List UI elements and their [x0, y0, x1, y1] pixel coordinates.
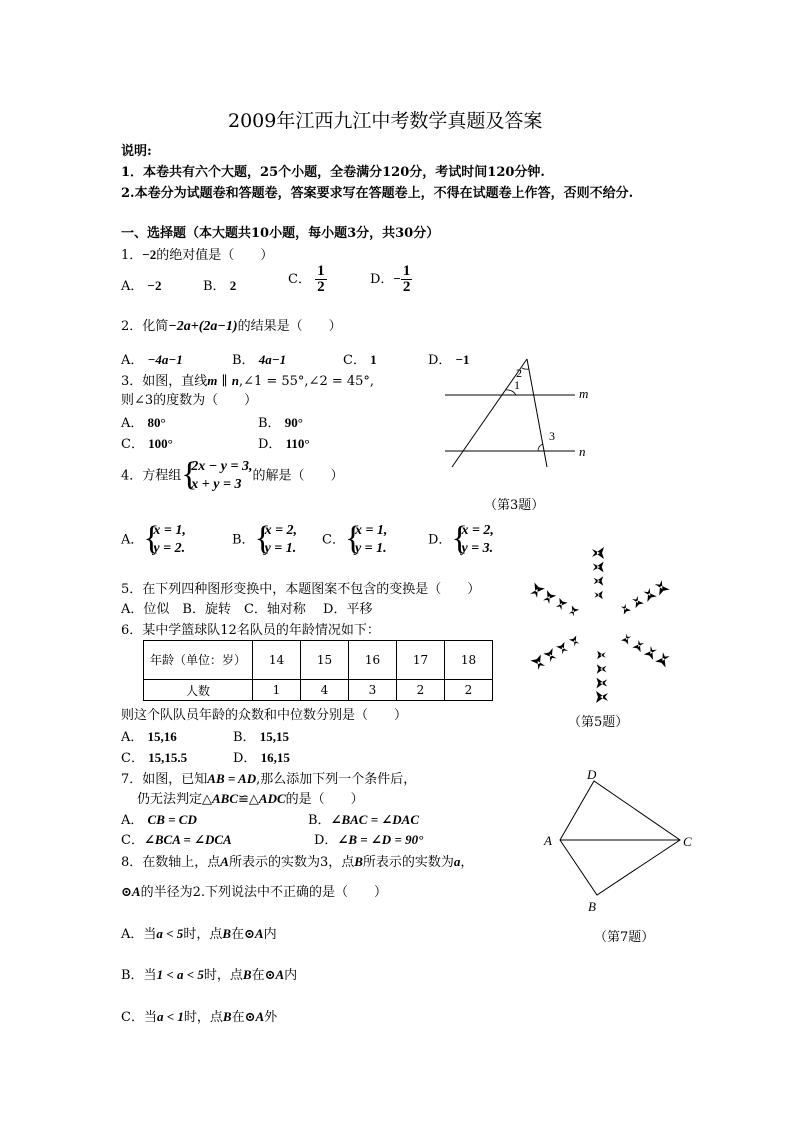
q3-option-d: D． 110°	[258, 436, 310, 452]
fraction-half: $\frac{1}{2}$	[317, 263, 325, 295]
q1-stem: 1．−2的绝对值是（ ）	[121, 247, 274, 263]
notes-label: 说明:	[121, 144, 152, 159]
q8-option-a: A．当a < 5时，点B在⊙A内	[121, 926, 277, 942]
q1-option-b: B． 2	[203, 278, 237, 294]
angle-2-arc	[522, 368, 529, 369]
q3-option-a: A． 80°	[121, 415, 166, 431]
q5-caption: （第5题）	[568, 715, 629, 730]
equation-system: { 2x − y = 3, x + y = 3	[181, 456, 253, 493]
fig-label-c: C	[683, 834, 692, 849]
q6-option-d: D． 16,15	[233, 750, 290, 766]
fig-label-2: 2	[516, 366, 522, 380]
table-cell: 3	[349, 680, 397, 701]
q1-option-a: A． −2	[121, 278, 162, 294]
fig-label-d: D	[587, 767, 597, 782]
q2-option-b: B． 4a−1	[232, 352, 287, 368]
table-cell: 16	[349, 641, 397, 680]
q6-question: 则这个队队员年龄的众数和中位数分别是（ ）	[121, 708, 408, 723]
notes-line-1: 1．本卷共有六个大题，25个小题，全卷满分120分，考试时间120分钟.	[121, 165, 545, 180]
fig-label-a: A	[544, 833, 552, 848]
q3-stem-1: 3．如图，直线m ∥ n,∠1 = 55°,∠2 = 45°,	[121, 373, 375, 389]
fraction-half: $\frac{1}{2}$	[402, 263, 411, 295]
q1-option-d: D．− $\frac{1}{2}$	[370, 263, 411, 295]
kite-outline	[560, 781, 680, 895]
q7-option-a: A． CB = CD	[121, 812, 197, 828]
q2-option-d: D． −1	[428, 352, 470, 368]
q3-option-b: B． 90°	[258, 415, 303, 431]
age-table	[143, 640, 493, 701]
q8-stem-1: 8．在数轴上，点A所表示的实数为3，点B所表示的实数为a，	[121, 854, 474, 870]
notes-line-2: 2.本卷分为试题卷和答题卷，答案要求写在答题卷上，不得在试题卷上作答，否则不给分.	[121, 186, 634, 201]
q7-kite-figure	[540, 765, 705, 920]
table-cell: 15	[301, 641, 349, 680]
q7-option-c: C．∠BCA = ∠DCA	[121, 832, 232, 848]
q7-stem-2: 仍无法判定△ABC≌△ADC的是（ ）	[137, 791, 364, 807]
table-cell: 14	[253, 641, 301, 680]
fig-label-3: 3	[549, 429, 555, 443]
q6-option-c: C． 15,15.5	[121, 750, 188, 766]
q4-stem: 4．方程组 { 2x − y = 3, x + y = 3 的解是（ ）	[121, 456, 344, 493]
q5-bird-pattern-figure	[520, 545, 680, 705]
q6-stem: 6．某中学篮球队12名队员的年龄情况如下：	[121, 623, 380, 638]
q2-stem: 2．化简−2a+(2a−1)的结果是（ ）	[121, 319, 342, 334]
table-cell: 18	[445, 641, 493, 680]
table-cell: 17	[397, 641, 445, 680]
q5-stem: 5．在下列四种图形变换中，本题图案不包含的变换是（ ）	[121, 582, 481, 597]
section-heading: 一、选择题（本大题共10小题，每小题3分，共30分）	[121, 226, 440, 241]
q8-stem-2: ⊙A的半径为2.下列说法中不正确的是（ ）	[121, 884, 387, 900]
q2-option-a: A． −4a−1	[121, 352, 183, 368]
angle-3-arc	[538, 444, 543, 451]
q4-option-c: C． { x = 1, y = 1.	[322, 520, 388, 557]
q4-option-d: D． { x = 2, y = 3.	[428, 520, 494, 557]
fig-label-b: B	[588, 899, 596, 914]
q4-option-a: A． { x = 1, y = 2.	[121, 520, 186, 557]
table-header-count: 人数	[144, 680, 253, 701]
table-cell: 2	[397, 680, 445, 701]
q2-option-c: C． 1	[343, 352, 377, 368]
q3-caption: （第3题）	[484, 498, 545, 513]
table-cell: 4	[301, 680, 349, 701]
q5-options: A．位似 B．旋转 C．轴对称 D．平移	[121, 602, 373, 617]
table-cell: 2	[445, 680, 493, 701]
q1-option-c: C． $\frac{1}{2}$	[288, 263, 325, 295]
page-title: 2009年江西九江中考数学真题及答案	[228, 110, 543, 132]
q7-option-b: B．∠BAC = ∠DAC	[308, 812, 419, 828]
q8-option-c: C．当a < 1时，点B在⊙A外	[121, 1009, 278, 1025]
fig-label-1: 1	[514, 378, 520, 392]
q3-option-c: C． 100°	[121, 436, 173, 452]
table-cell: 1	[253, 680, 301, 701]
fig-label-n: n	[579, 444, 586, 459]
table-row	[144, 680, 493, 701]
q7-caption: （第7题）	[594, 930, 655, 945]
table-row	[144, 641, 493, 680]
q6-option-a: A． 15,16	[121, 729, 177, 745]
q4-option-b: B． { x = 2, y = 1.	[232, 520, 298, 557]
q8-option-b: B．当1 < a < 5时，点B在⊙A内	[121, 967, 298, 983]
q6-option-b: B． 15,15	[233, 729, 289, 745]
table-header-age: 年龄（单位：岁）	[144, 641, 253, 680]
q7-option-d: D．∠B = ∠D = 90°	[314, 832, 424, 848]
q7-stem-1: 7．如图，已知AB = AD,那么添加下列一个条件后，	[121, 771, 417, 787]
q3-stem-2: 则∠3的度数为（ ）	[121, 393, 258, 408]
fig-label-m: m	[579, 386, 589, 401]
q3-parallel-lines-figure	[440, 355, 600, 470]
